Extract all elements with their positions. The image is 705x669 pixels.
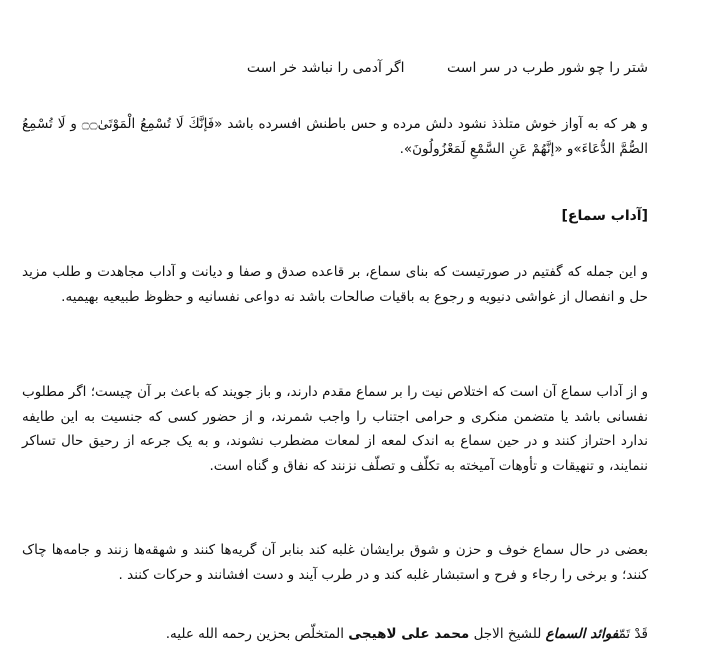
closing-colophon bbox=[22, 622, 648, 646]
verse-couplet bbox=[22, 56, 648, 80]
section-heading: [آداب سماع] bbox=[561, 208, 648, 224]
closing-suffix: المتخلّص بحزین رحمه الله علیه. bbox=[165, 626, 349, 642]
paragraph-4: بعضی در حال سماع خوف و حزن و شوق برایشان غلبه کند بنابر آن گریه‌ها کنند و شهقه‌ها زنند و جامه‌ها چاک کنند؛ و برخی را رجاء و فرح و استبشار غلبه کند و در طرب آیند و دست افشانند و حرکات کنند . bbox=[22, 542, 648, 583]
verse-hemistich-2: اگر آدمی را نباشد خر است bbox=[246, 60, 405, 76]
verse-hemistich-1: شتر را چو شور طرب در سر است bbox=[447, 60, 648, 76]
closing-author: محمد علی لاهیجی bbox=[348, 626, 470, 642]
closing-middle: للشیخ الاجل bbox=[469, 626, 546, 642]
paragraph-2: و این جمله که گفتیم در صورتیست که بنای سماع، بر قاعده صدق و صفا و دیانت و آداب مجاهدت و طلب مزید حل و انفصال از غواشی دنیویه و رجوع به باقیات صالحات باشد نه دواعی نفسانیه و حظوظ طبیعیه بهیمیه. bbox=[22, 264, 648, 305]
paragraph-1: و هر که به آواز خوش متلذذ نشود دلش مرده و حس باطنش افسرده باشد «فَإنَّكَ لَا تُسْمِعُ الْمَوْتَىٰ۝۝ و لَا تُسْمِعُ الصُّمَّ الدُّعَاءَ»و «إنَّهُمْ عَنِ السَّمْعِ لَمَعْزُولُونَ». bbox=[22, 116, 648, 157]
closing-title: فوائد السماع bbox=[545, 626, 619, 642]
closing-prefix: قَدْ تَمّ bbox=[618, 626, 648, 642]
document-page bbox=[22, 0, 648, 669]
paragraph-3: و از آداب سماع آن است که اختلاص نیت را بر سماع مقدم دارند، و باز جویند که باعث بر آن چیست؛ اگر مطلوب نفسانی باشد یا متضمن منکری و حرامی اجتناب را واجب شمرند، و از حضور کسی که جنسیت به این طایفه ندارد احتراز کنند و در حین سماع به اندک لمعه از لمعات مضطرب نشوند، و به یک جرعه از رحیق حال تساکر ننمایند، و تنهیقات و تأوهات آمیخته به تکلّف و تصلّف نزنند که نفاق و گناه است. bbox=[22, 384, 648, 474]
